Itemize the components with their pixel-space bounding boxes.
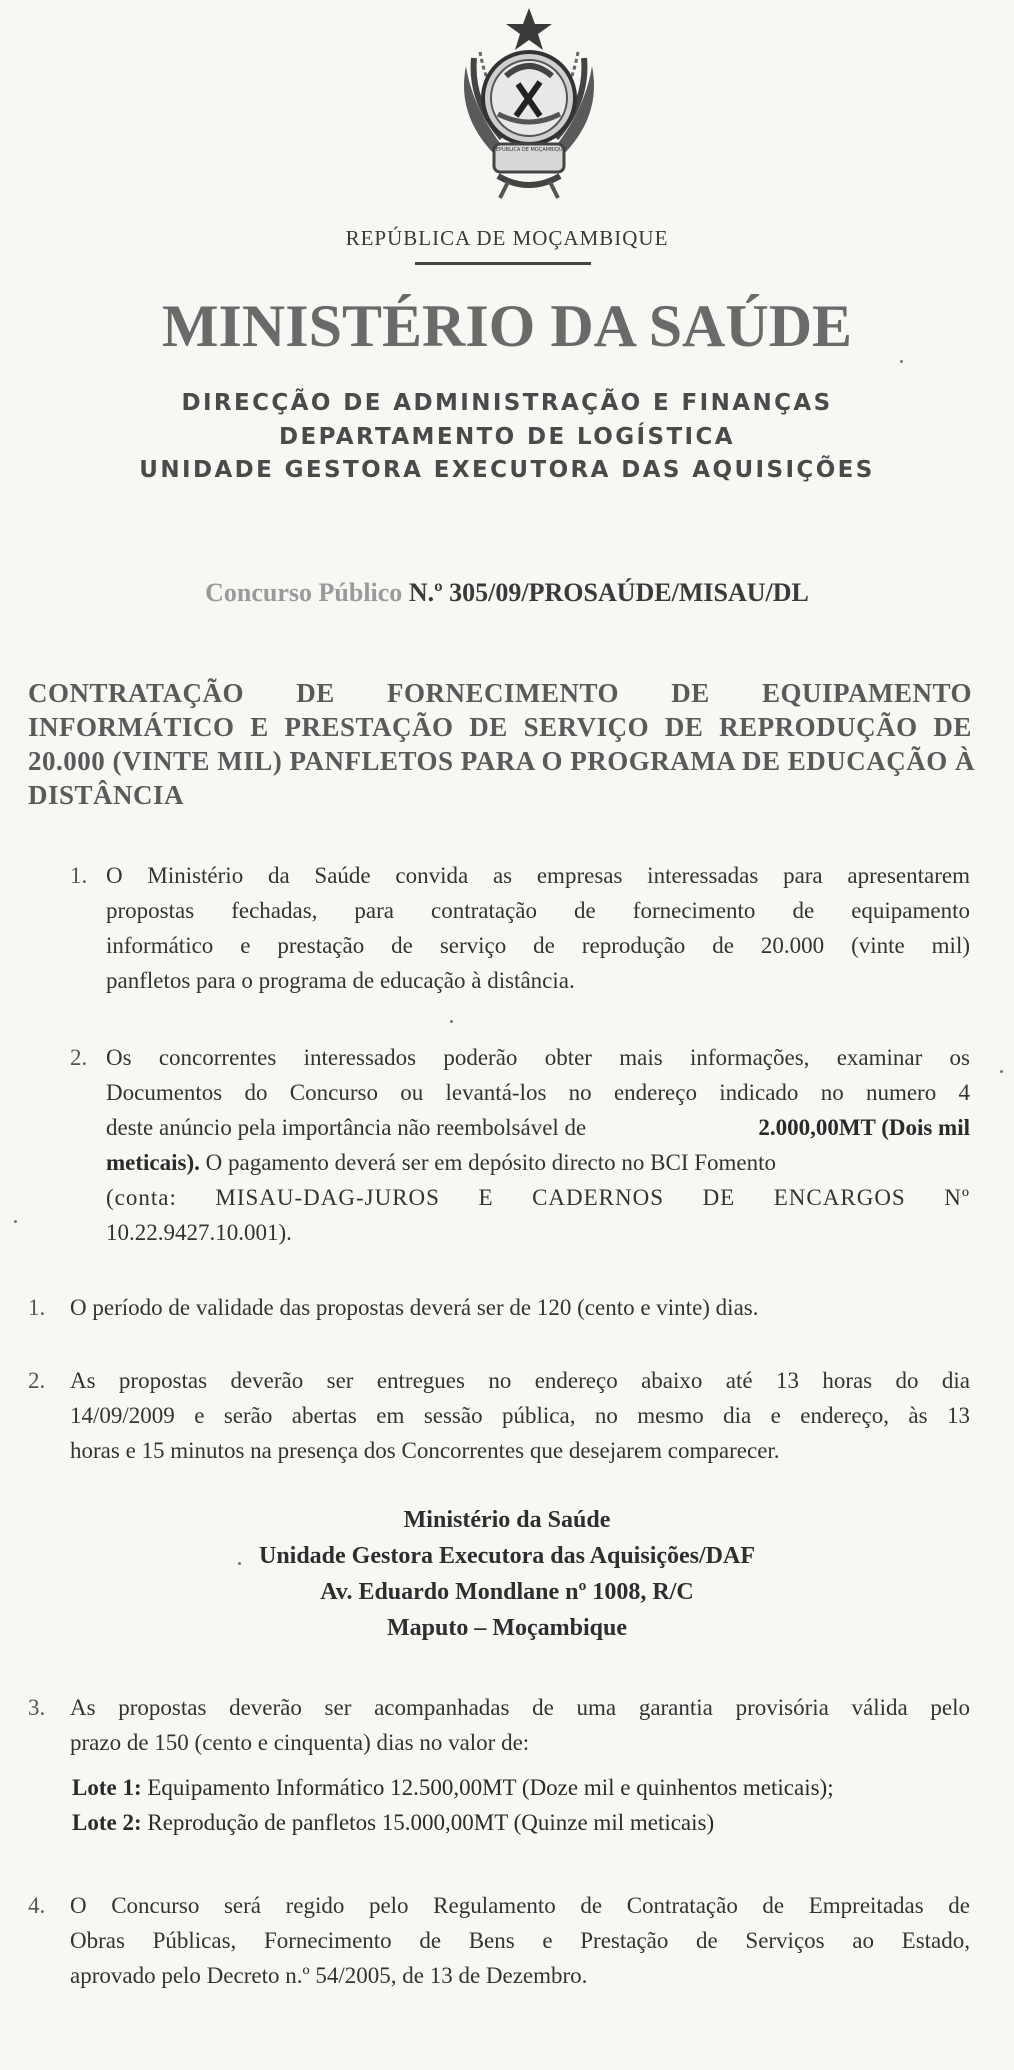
tender-code: N.º 305/09/PROSAÚDE/MISAU/DL xyxy=(408,578,809,607)
title-word: INFORMÁTICO xyxy=(28,712,235,742)
item-line: deste anúncio pela importância não reembolsável de 2.000,00MT (Dois mil xyxy=(106,1115,970,1140)
title-word: DE xyxy=(671,678,710,708)
address-block xyxy=(0,1502,1014,1646)
lot-item: Lote 1: Equipamento Informático 12.500,00MT (Doze mil e quinhentos meticais); xyxy=(72,1775,834,1800)
scan-speck xyxy=(450,1020,453,1023)
item-number: 3. xyxy=(28,1695,46,1720)
title-line: 20.000 (VINTE MIL) PANFLETOS PARA O PROGRAMA DE EDUCAÇÃO À xyxy=(28,746,976,776)
title-line: DISTÂNCIA xyxy=(28,780,185,810)
title-line xyxy=(28,710,972,744)
address-line: Ministério da Saúde xyxy=(403,1507,611,1533)
title-word: DE xyxy=(296,678,335,708)
item-line: horas e 15 minutos na presença dos Concorrentes que desejarem comparecer. xyxy=(70,1438,780,1463)
address-line: Maputo – Moçambique xyxy=(387,1615,627,1641)
title-word: PRESTAÇÃO xyxy=(284,712,454,742)
title-word: FORNECIMENTO xyxy=(386,678,619,708)
address-line: Unidade Gestora Executora das Aquisições/DAF xyxy=(258,1543,755,1569)
coat-of-arms-emblem xyxy=(436,6,622,202)
title-word: E xyxy=(250,712,269,742)
item-line: As propostas deverão ser acompanhadas de uma garantia provisória válida pelo xyxy=(70,1695,970,1720)
item-line: As propostas deverão ser entregues no endereço abaixo até 13 horas do dia xyxy=(70,1368,970,1393)
item-line: meticais). O pagamento deverá ser em depósito directo no BCI Fomento xyxy=(106,1150,777,1175)
item-number: 2. xyxy=(28,1368,46,1393)
item-number: 4. xyxy=(28,1893,46,1918)
scan-speck xyxy=(900,360,903,363)
notice-title xyxy=(28,676,976,812)
item-line: O Ministério da Saúde convida as empresas interessadas para apresentarem xyxy=(106,863,970,888)
title-word: DE xyxy=(469,712,508,742)
item-line: (conta: MISAU-DAG-JUROS E CADERNOS DE ENCARGOS Nº xyxy=(106,1185,970,1210)
republic-label: REPÚBLICA DE MOÇAMBIQUE xyxy=(345,226,669,250)
lots-list xyxy=(72,1770,834,1840)
title-word: DE xyxy=(933,712,972,742)
item-line: aprovado pelo Decreto n.º 54/2005, de 13 de Dezembro. xyxy=(70,1963,588,1988)
title-word: SERVIÇO xyxy=(523,712,650,742)
item-line: O período de validade das propostas deverá ser de 120 (cento e vinte) dias. xyxy=(70,1295,759,1320)
title-word: DE xyxy=(664,712,704,742)
title-word: EQUIPAMENTO xyxy=(761,678,972,708)
title-word: CONTRATAÇÃO xyxy=(28,678,245,708)
department-line: DEPARTAMENTO DE LOGÍSTICA xyxy=(279,424,735,450)
item-line: prazo de 150 (cento e cinquenta) dias no valor de: xyxy=(70,1730,530,1755)
scan-speck xyxy=(1000,1070,1003,1073)
item-line: Documentos do Concurso ou levantá-los no endereço indicado no numero 4 xyxy=(106,1080,970,1105)
scan-speck xyxy=(14,1220,17,1223)
lot-item: Lote 2: Reprodução de panfletos 15.000,00MT (Quinze mil meticais) xyxy=(72,1810,715,1835)
item-number: 1. xyxy=(70,863,88,888)
tender-number xyxy=(0,578,1014,608)
emblem-text: REPÚBLICA DE MOÇAMBIQUE xyxy=(492,147,566,153)
address-line: Av. Eduardo Mondlane nº 1008, R/C xyxy=(320,1579,694,1605)
department-line: UNIDADE GESTORA EXECUTORA DAS AQUISIÇÕES xyxy=(139,457,875,483)
item-line: Os concorrentes interessados poderão obter mais informações, examinar os xyxy=(106,1045,970,1070)
item-line: 14/09/2009 e serão abertas em sessão pública, no mesmo dia e endereço, às 13 xyxy=(70,1403,970,1428)
item-line: propostas fechadas, para contratação de fornecimento de equipamento xyxy=(106,898,970,923)
divider xyxy=(415,262,591,265)
title-word: REPRODUÇÃO xyxy=(719,712,918,742)
department-line: DIRECÇÃO DE ADMINISTRAÇÃO E FINANÇAS xyxy=(181,390,833,416)
ministry-title: MINISTÉRIO DA SAÚDE xyxy=(161,293,853,359)
tender-prefix: Concurso Público xyxy=(205,578,403,607)
item-line: O Concurso será regido pelo Regulamento de Contratação de Empreitadas de xyxy=(70,1893,970,1918)
item-number: 1. xyxy=(28,1295,46,1320)
item-line: panfletos para o programa de educação à distância. xyxy=(106,968,575,993)
item-line: Obras Públicas, Fornecimento de Bens e Prestação de Serviços ao Estado, xyxy=(70,1928,970,1953)
scan-speck xyxy=(238,1562,241,1565)
title-line xyxy=(28,676,972,710)
item-number: 2. xyxy=(70,1045,88,1070)
item-line: informático e prestação de serviço de reprodução de 20.000 (vinte mil) xyxy=(106,933,970,958)
item-line: 10.22.9427.10.001). xyxy=(106,1220,292,1245)
